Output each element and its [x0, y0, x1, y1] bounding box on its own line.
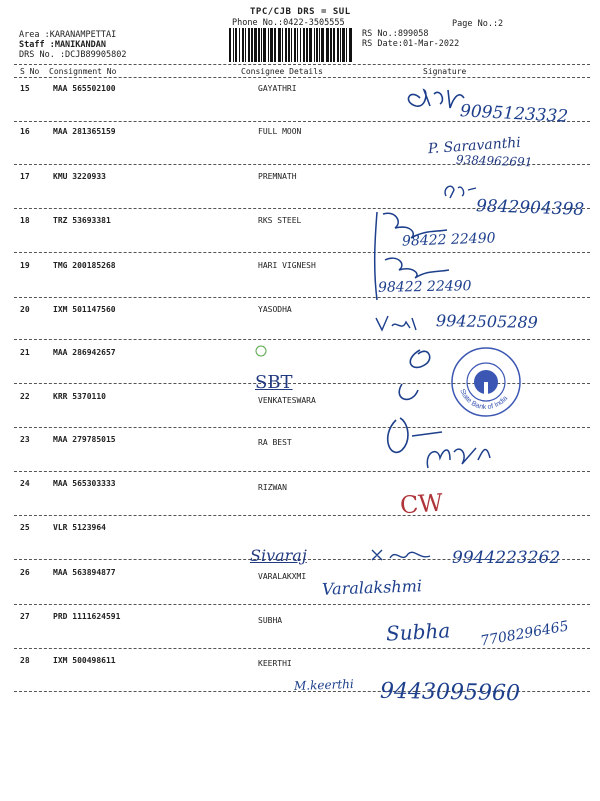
barcode-bar: [274, 28, 276, 62]
barcode-image: [229, 28, 355, 62]
row-sno: 15: [20, 84, 30, 93]
barcode-bar: [278, 28, 281, 62]
barcode-bar: [242, 28, 244, 62]
row-divider: [14, 471, 590, 472]
table-row: [0, 216, 600, 232]
barcode-bar: [349, 28, 352, 62]
table-row: [0, 479, 600, 495]
signature-name-28: M.keerthi: [293, 676, 354, 694]
barcode-bar: [297, 28, 298, 62]
barcode-bar: [342, 28, 345, 62]
table-row: [0, 612, 600, 628]
signature-phone-16: 9384962691: [455, 152, 533, 170]
area-field: Area :KARANAMPETTAI: [19, 30, 117, 40]
row-consignment-no: KMU 3220933: [53, 172, 106, 181]
table-row: [0, 523, 600, 539]
signature-name-16: P. Saravanthi: [427, 134, 522, 158]
row-consignment-no: MAA 563894877: [53, 568, 116, 577]
table-row: [0, 435, 600, 451]
barcode-bar: [300, 28, 301, 62]
barcode-bar: [321, 28, 324, 62]
barcode-bar: [309, 28, 312, 62]
row-consignment-no: PRD 1111624591: [53, 612, 121, 621]
table-row: [0, 172, 600, 188]
row-consignment-no: TRZ 53693381: [53, 216, 111, 225]
row-consignee: FULL MOON: [258, 127, 302, 136]
barcode-bar: [270, 28, 273, 62]
row-consignment-no: MAA 286942657: [53, 348, 116, 357]
row-sno: 23: [20, 435, 30, 444]
row-consignment-no: KRR 5370110: [53, 392, 106, 401]
row-consignee: HARI VIGNESH: [258, 261, 316, 270]
phone-number: Phone No.:0422-3505555: [232, 18, 345, 28]
signature-name-26a: Sivaraj: [250, 546, 307, 565]
column-header-sno: S No: [20, 67, 40, 76]
row-sno: 18: [20, 216, 30, 225]
row-sno: 22: [20, 392, 30, 401]
row-sno: 16: [20, 127, 30, 136]
signature-scribble-17: [440, 180, 480, 202]
row-consignment-no: MAA 565502100: [53, 84, 116, 93]
row-divider: [14, 648, 590, 649]
row-sno: 19: [20, 261, 30, 270]
barcode-bar: [235, 28, 237, 62]
barcode-bar: [291, 28, 292, 62]
signature-phone-20: 9942505289: [435, 311, 538, 332]
barcode-bar: [258, 28, 260, 62]
staff-field: Staff :MANIKANDAN: [19, 40, 106, 50]
row-sno: 28: [20, 656, 30, 665]
column-header-signature: Signature: [423, 67, 467, 76]
rs-number: RS No.:899058: [362, 29, 429, 39]
barcode-bar: [288, 28, 290, 62]
row-consignment-no: IXM 500498611: [53, 656, 116, 665]
barcode-bar: [306, 28, 308, 62]
barcode-bar: [251, 28, 253, 62]
header-rule-bottom: [14, 77, 590, 78]
barcode-bar: [333, 28, 335, 62]
bank-seal-stamp: [449, 345, 523, 419]
row-divider: [14, 252, 590, 253]
row-divider: [14, 604, 590, 605]
barcode-bar: [319, 28, 320, 62]
barcode-bar: [326, 28, 329, 62]
circle-mark-21: [254, 344, 268, 358]
signature-phone-17: 9842904398: [475, 196, 585, 220]
barcode-bar: [294, 28, 296, 62]
table-row: [0, 261, 600, 277]
row-consignee: VARALAKXMI: [258, 572, 307, 581]
row-consignment-no: MAA 565303333: [53, 479, 116, 488]
row-consignment-no: MAA 279785015: [53, 435, 116, 444]
drs-number: DRS No. :DCJB89905802: [19, 50, 127, 60]
table-row: [0, 568, 600, 584]
row-consignee: GAYATHRI: [258, 84, 297, 93]
row-consignment-no: TMG 200185268: [53, 261, 116, 270]
row-sno: 20: [20, 305, 30, 314]
rs-date: RS Date:01-Mar-2022: [362, 39, 460, 49]
barcode-bar: [229, 28, 231, 62]
barcode-bar: [346, 28, 347, 62]
row-divider: [14, 427, 590, 428]
row-consignee: YASODHA: [258, 305, 292, 314]
seal-text: State Bank of India: [458, 388, 510, 412]
barcode-bar: [285, 28, 287, 62]
signature-phone-27: 7708296465: [479, 618, 570, 650]
barcode-bar: [340, 28, 341, 62]
column-header-consignee: Consignee Details: [241, 67, 323, 76]
row-consignment-no: VLR 5123964: [53, 523, 106, 532]
barcode-bar: [248, 28, 250, 62]
signature-name-26b: Varalakshmi: [321, 576, 423, 599]
header-rule-top: [14, 64, 590, 65]
row-consignment-no: MAA 281365159: [53, 127, 116, 136]
barcode-bar: [316, 28, 318, 62]
row-consignee: SUBHA: [258, 616, 283, 625]
row-consignee: RIZWAN: [258, 483, 287, 492]
signature-scribble-23: [420, 438, 500, 478]
barcode-bar: [263, 28, 266, 62]
row-divider: [14, 297, 590, 298]
row-sno: 17: [20, 172, 30, 181]
signature-scribble-20: [372, 312, 424, 336]
table-row: [0, 656, 600, 672]
barcode-bar: [303, 28, 305, 62]
signature-phone-15: 9095123332: [459, 101, 569, 127]
cw-mark-24: CW: [399, 488, 444, 520]
signature-scribble-26: [368, 546, 438, 566]
row-sno: 21: [20, 348, 30, 357]
row-divider: [14, 515, 590, 516]
barcode-bar: [337, 28, 339, 62]
row-consignee: RKS STEEL: [258, 216, 302, 225]
row-consignee: VENKATESWARA: [258, 396, 316, 405]
row-consignee: RA BEST: [258, 438, 292, 447]
row-sno: 25: [20, 523, 30, 532]
row-consignment-no: IXM 501147560: [53, 305, 116, 314]
barcode-bar: [233, 28, 234, 62]
barcode-bar: [239, 28, 240, 62]
signature-phone-18: 98422 22490: [401, 230, 496, 250]
barcode-bar: [254, 28, 257, 62]
barcode-bar: [268, 28, 269, 62]
page-number: Page No.:2: [452, 19, 504, 29]
row-consignee: PREMNATH: [258, 172, 297, 181]
barcode-bar: [314, 28, 315, 62]
row-divider: [14, 339, 590, 340]
row-consignee: KEERTHI: [258, 659, 292, 668]
signature-phone-26: 9944223262: [452, 548, 561, 568]
barcode-bar: [245, 28, 246, 62]
column-header-consignment: Consignment No: [49, 67, 117, 76]
signature-name-27: Subha: [385, 618, 451, 646]
row-sno: 26: [20, 568, 30, 577]
barcode-bar: [261, 28, 262, 62]
signature-phone-28: 9443095960: [379, 678, 521, 707]
row-sno: 24: [20, 479, 30, 488]
barcode-bar: [282, 28, 283, 62]
sbt-mark-21: SBT: [255, 372, 293, 393]
sheet-title: TPC/CJB DRS = SUL: [250, 7, 351, 17]
row-sno: 27: [20, 612, 30, 621]
signature-phone-19: 98422 22490: [377, 278, 472, 296]
table-row: [0, 84, 600, 100]
barcode-bar: [330, 28, 332, 62]
